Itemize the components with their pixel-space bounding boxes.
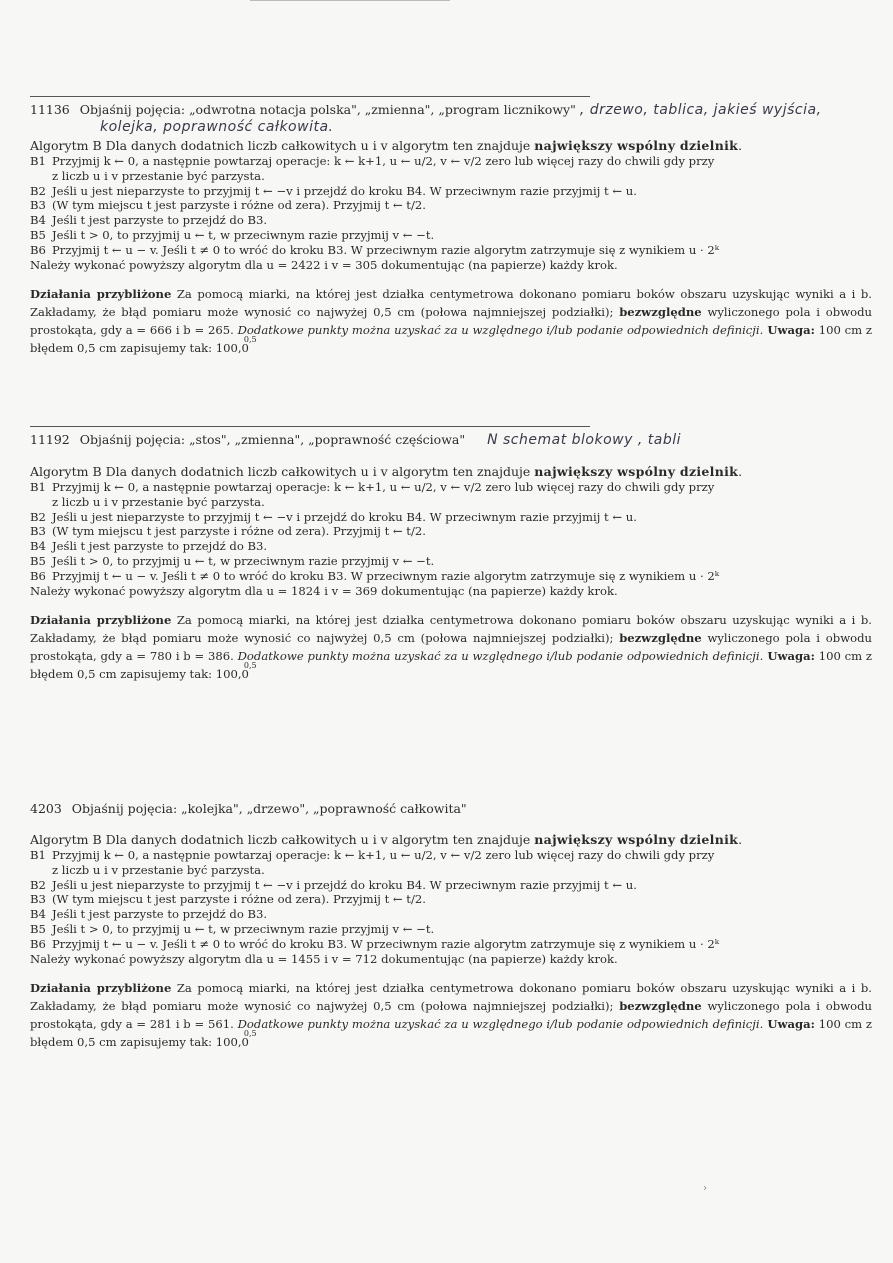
exercise-heading bbox=[30, 101, 872, 119]
approx-section: Działania przybliżone Za pomocą miarki, na której jest działka centymetrowa dokonano pomiaru boków obszaru uzyskując wyniki a i b. Zakładamy, że błąd pomiaru może wynosić co najwyżej 0,5 cm (połowa najmniejszej podziałki); bezwzględne wyliczonego pola i obwodu prostokąta, gdy a = 666 i b = 265. Dodatkowe punkty można uzyskać za u względnego i/lub podanie odpowiednich definicji. Uwaga: 100 cm z błędem 0,5 cm zapisujemy tak: 100 0,5 ,0 bbox=[30, 287, 872, 355]
handwritten-note: N schemat blokowy , tabli bbox=[487, 432, 681, 448]
exercise-number: 11192 bbox=[30, 432, 70, 447]
step-b6: B6 Przyjmij t ← u − v. Jeśli t ≠ 0 to wróć do kroku B3. W przeciwnym razie algorytm zatrzymuje się z wynikiem u · 2ᵏ bbox=[30, 568, 719, 583]
approx-title: Działania przybliżone bbox=[30, 613, 172, 628]
step-b1-cont: z liczb u i v przestanie być parzysta. bbox=[52, 168, 265, 183]
approx-section: Działania przybliżone Za pomocą miarki, na której jest działka centymetrowa dokonano pomiaru boków obszaru uzyskując wyniki a i b. Zakładamy, że błąd pomiaru może wynosić co najwyżej 0,5 cm (połowa najmniejszej podziałki); bezwzględne wyliczonego pola i obwodu prostokąta, gdy a = 780 i b = 386. Dodatkowe punkty można uzyskać za u względnego i/lub podanie odpowiednich definicji. Uwaga: 100 cm z błędem 0,5 cm zapisujemy tak: 100 0,5 ,0 bbox=[30, 613, 872, 681]
algorithm-title: Algorytm B Dla danych dodatnich liczb całkowitych u i v algorytm ten znajduje największy wspólny dzielnik. bbox=[30, 832, 743, 847]
step-b2: B2 Jeśli u jest nieparzyste to przyjmij t ← −v i przejdź do kroku B4. W przeciwnym razie przyjmij t ← u. bbox=[30, 183, 637, 198]
step-b2: B2 Jeśli u jest nieparzyste to przyjmij t ← −v i przejdź do kroku B4. W przeciwnym razie przyjmij t ← u. bbox=[30, 509, 637, 524]
handwritten-note: , drzewo, tablica, jakieś wyjścia, bbox=[579, 102, 822, 118]
approx-section: Działania przybliżone Za pomocą miarki, na której jest działka centymetrowa dokonano pomiaru boków obszaru uzyskując wyniki a i b. Zakładamy, że błąd pomiaru może wynosić co najwyżej 0,5 cm (połowa najmniejszej podziałki); bezwzględne wyliczonego pola i obwodu prostokąta, gdy a = 281 i b = 561. Dodatkowe punkty można uzyskać za u względnego i/lub podanie odpowiednich definicji. Uwaga: 100 cm z błędem 0,5 cm zapisujemy tak: 100 0,5 ,0 bbox=[30, 981, 872, 1049]
task-line: Należy wykonać powyższy algorytm dla u = 1824 i v = 369 dokumentując (na papierze) każdy krok. bbox=[30, 583, 618, 598]
step-b1: B1 Przyjmij k ← 0, a następnie powtarzaj operacje: k ← k+1, u ← u/2, v ← v/2 zero lub więcej razy do chwili gdy przy bbox=[30, 480, 715, 494]
top-rule bbox=[250, 0, 450, 1]
step-b4: B4 Jeśli t jest parzyste to przejdź do B3. bbox=[30, 539, 268, 554]
exercise-question: Objaśnij pojęcia: „kolejka", „drzewo", „poprawność całkowita" bbox=[71, 801, 467, 816]
step-b6: B6 Przyjmij t ← u − v. Jeśli t ≠ 0 to wróć do kroku B3. W przeciwnym razie algorytm zatrzymuje się z wynikiem u · 2ᵏ bbox=[30, 242, 719, 257]
handwritten-note-2: kolejka, poprawność całkowita. bbox=[100, 119, 334, 135]
block-separator bbox=[30, 96, 590, 97]
step-b1-cont: z liczb u i v przestanie być parzysta. bbox=[52, 862, 265, 877]
step-b2: B2 Jeśli u jest nieparzyste to przyjmij t ← −v i przejdź do kroku B4. W przeciwnym razie przyjmij t ← u. bbox=[30, 877, 637, 892]
approx-title: Działania przybliżone bbox=[30, 981, 172, 996]
step-b4: B4 Jeśli t jest parzyste to przejdź do B3. bbox=[30, 213, 268, 228]
stray-mark: › bbox=[703, 1183, 707, 1194]
step-b5: B5 Jeśli t > 0, to przyjmij u ← t, w przeciwnym razie przyjmij v ← −t. bbox=[30, 227, 435, 242]
step-b5: B5 Jeśli t > 0, to przyjmij u ← t, w przeciwnym razie przyjmij v ← −t. bbox=[30, 921, 435, 936]
exercise-block-3 bbox=[30, 800, 872, 1052]
algorithm-b bbox=[30, 137, 872, 272]
step-b5: B5 Jeśli t > 0, to przyjmij u ← t, w przeciwnym razie przyjmij v ← −t. bbox=[30, 553, 435, 568]
exercise-heading bbox=[30, 800, 872, 817]
task-line: Należy wykonać powyższy algorytm dla u = 1455 i v = 712 dokumentując (na papierze) każdy krok. bbox=[30, 951, 618, 966]
algorithm-b bbox=[30, 831, 872, 966]
step-b3: B3 (W tym miejscu t jest parzyste i różne od zera). Przyjmij t ← t/2. bbox=[30, 892, 426, 907]
approx-title: Działania przybliżone bbox=[30, 287, 172, 302]
exercise-question: Objaśnij pojęcia: „stos", „zmienna", „poprawność częściowa" bbox=[79, 432, 466, 447]
exercise-question: Objaśnij pojęcia: „odwrotna notacja polska", „zmienna", „program licznikowy" bbox=[79, 102, 576, 117]
step-b1: B1 Przyjmij k ← 0, a następnie powtarzaj operacje: k ← k+1, u ← u/2, v ← v/2 zero lub więcej razy do chwili gdy przy bbox=[30, 848, 715, 862]
step-b1: B1 Przyjmij k ← 0, a następnie powtarzaj operacje: k ← k+1, u ← u/2, v ← v/2 zero lub więcej razy do chwili gdy przy bbox=[30, 154, 715, 168]
exercise-number: 4203 bbox=[30, 801, 62, 816]
algorithm-b bbox=[30, 463, 872, 598]
step-b4: B4 Jeśli t jest parzyste to przejdź do B3. bbox=[30, 907, 268, 922]
exercise-heading bbox=[30, 431, 872, 449]
exercise-number: 11136 bbox=[30, 102, 70, 117]
task-line: Należy wykonać powyższy algorytm dla u = 2422 i v = 305 dokumentując (na papierze) każdy krok. bbox=[30, 257, 618, 272]
step-b6: B6 Przyjmij t ← u − v. Jeśli t ≠ 0 to wróć do kroku B3. W przeciwnym razie algorytm zatrzymuje się z wynikiem u · 2ᵏ bbox=[30, 936, 719, 951]
step-b1-cont: z liczb u i v przestanie być parzysta. bbox=[52, 494, 265, 509]
step-b3: B3 (W tym miejscu t jest parzyste i różne od zera). Przyjmij t ← t/2. bbox=[30, 198, 426, 213]
exercise-block-1 bbox=[30, 96, 872, 358]
algorithm-title: Algorytm B Dla danych dodatnich liczb całkowitych u i v algorytm ten znajduje największy wspólny dzielnik. bbox=[30, 464, 743, 479]
block-separator bbox=[30, 426, 590, 427]
algorithm-title: Algorytm B Dla danych dodatnich liczb całkowitych u i v algorytm ten znajduje największy wspólny dzielnik. bbox=[30, 138, 743, 153]
step-b3: B3 (W tym miejscu t jest parzyste i różne od zera). Przyjmij t ← t/2. bbox=[30, 524, 426, 539]
exercise-block-2 bbox=[30, 426, 872, 684]
